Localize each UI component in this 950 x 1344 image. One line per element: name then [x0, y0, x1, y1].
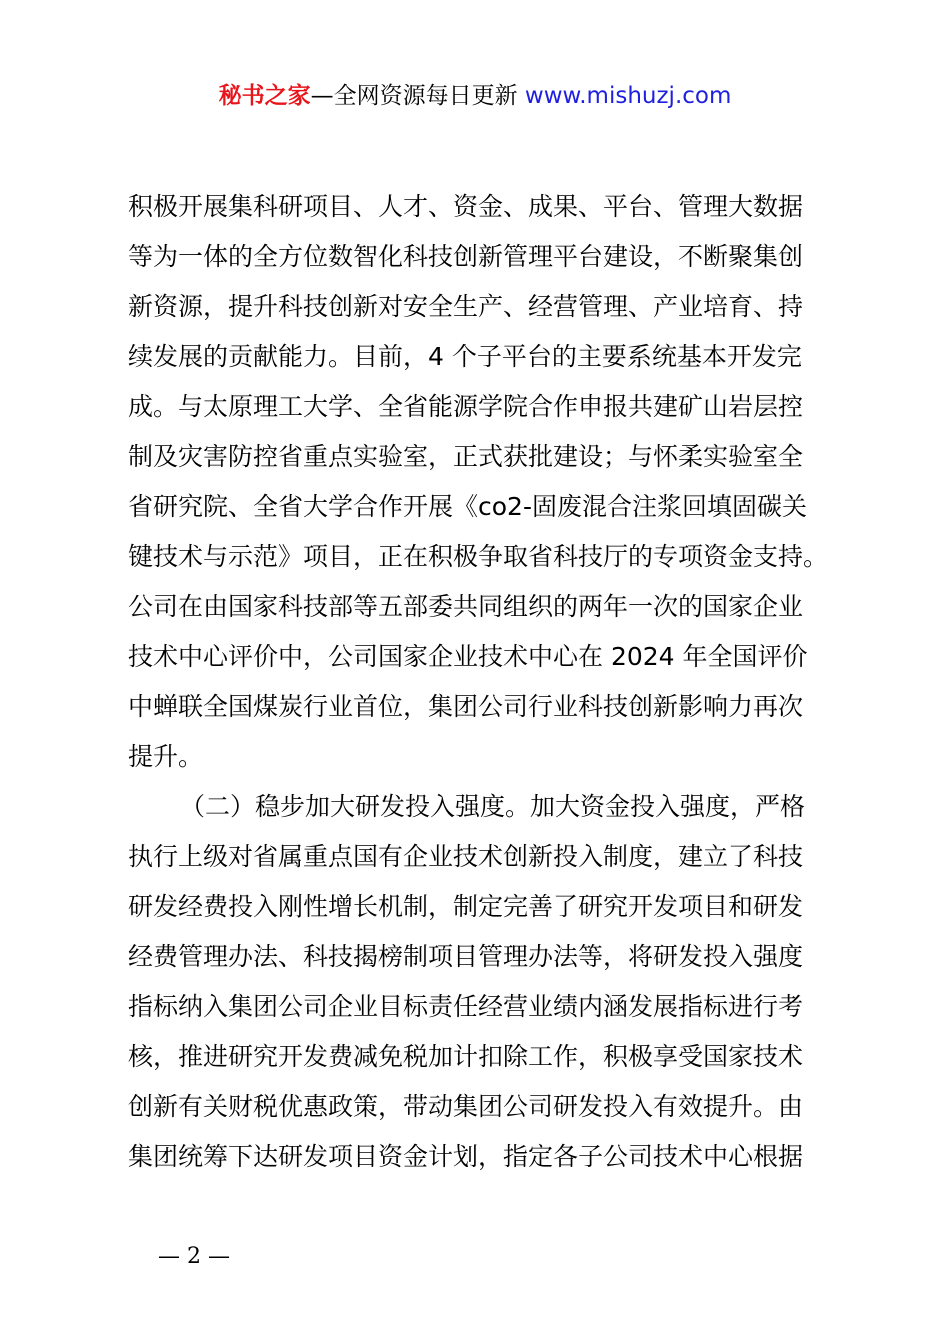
page-number: — 2 — [158, 1244, 230, 1269]
paragraph-line: 提升。 [128, 742, 204, 771]
paragraph-line: 经费管理办法、科技揭榜制项目管理办法等，将研发投入强度 [128, 942, 804, 971]
paragraph-line: 制及灾害防控省重点实验室，正式获批建设；与怀柔实验室全 [128, 442, 804, 471]
paragraph-line: 公司在由国家科技部等五部委共同组织的两年一次的国家企业 [128, 592, 804, 621]
paragraph-line: 续发展的贡献能力。目前，4 个子平台的主要系统基本开发完 [128, 342, 802, 371]
paragraph-line: 省研究院、全省大学合作开展《co2-固废混合注浆回填固碳关 [128, 492, 807, 521]
paragraph-line: 创新有关财税优惠政策，带动集团公司研发投入有效提升。由 [128, 1092, 804, 1121]
paragraph-line: 中蝉联全国煤炭行业首位，集团公司行业科技创新影响力再次 [128, 692, 804, 721]
paragraph-line: 执行上级对省属重点国有企业技术创新投入制度，建立了科技 [128, 842, 804, 871]
paragraph-line: 等为一体的全方位数智化科技创新管理平台建设，不断聚集创 [128, 242, 804, 271]
paragraph-line: 研发经费投入刚性增长机制，制定完善了研究开发项目和研发 [128, 892, 804, 921]
paragraph-line: 指标纳入集团公司企业目标责任经营业绩内涵发展指标进行考 [128, 992, 804, 1021]
paragraph-line: 成。与太原理工大学、全省能源学院合作申报共建矿山岩层控 [128, 392, 804, 421]
paragraph-line: 技术中心评价中，公司国家企业技术中心在 2024 年全国评价 [128, 642, 808, 671]
paragraph-line: 积极开展集科研项目、人才、资金、成果、平台、管理大数据 [128, 192, 804, 221]
site-header [0, 80, 950, 112]
document-body [128, 182, 838, 1182]
paragraph-line: 核，推进研究开发费减免税加计扣除工作，积极享受国家技术 [128, 1042, 804, 1071]
paragraph-line: 新资源，提升科技创新对安全生产、经营管理、产业培育、持 [128, 292, 804, 321]
section-heading-line: （二）稳步加大研发投入强度。加大资金投入强度，严格 [180, 792, 806, 821]
paragraph-line: 集团统筹下达研发项目资金计划，指定各子公司技术中心根据 [128, 1142, 804, 1171]
site-tagline: —全网资源每日更新 [310, 83, 525, 109]
site-brand: 秘书之家 [218, 83, 311, 109]
site-url-link[interactable]: www.mishuzj.com [524, 83, 732, 109]
paragraph-line: 键技术与示范》项目，正在积极争取省科技厅的专项资金支持。 [128, 542, 829, 571]
